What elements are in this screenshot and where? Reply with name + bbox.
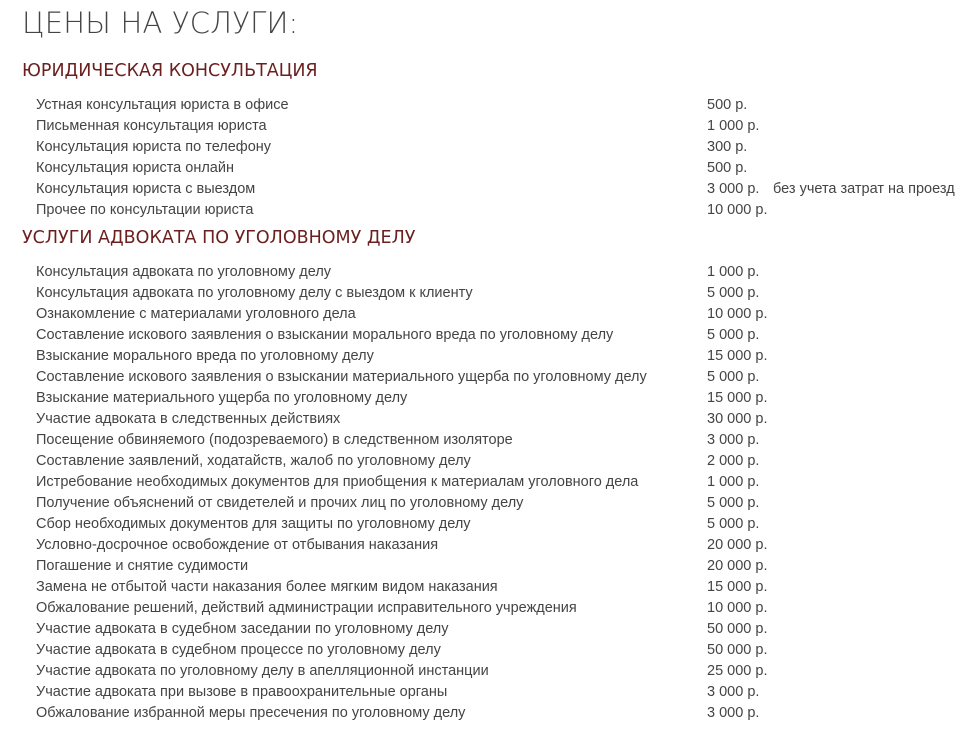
page-title: ЦЕНЫ НА УСЛУГИ: <box>22 6 299 40</box>
service-price: 20 000 р. <box>707 537 768 553</box>
service-note <box>773 116 955 137</box>
service-name: Прочее по консультации юриста <box>36 202 254 218</box>
table-row <box>36 262 773 283</box>
price-table-legal-consultation <box>36 95 955 221</box>
table-row <box>36 325 773 346</box>
service-price: 10 000 р. <box>707 306 768 322</box>
service-price: 5 000 р. <box>707 285 760 301</box>
service-name: Ознакомление с материалами уголовного дела <box>36 306 356 322</box>
service-name: Посещение обвиняемого (подозреваемого) в следственном изоляторе <box>36 432 513 448</box>
table-row <box>36 430 773 451</box>
service-name: Участие адвоката по уголовному делу в апелляционной инстанции <box>36 663 489 679</box>
service-name: Консультация юриста по телефону <box>36 139 272 155</box>
table-row <box>36 116 955 137</box>
service-name: Участие адвоката в следственных действиях <box>36 411 341 427</box>
service-price: 1 000 р. <box>707 118 760 134</box>
table-row <box>36 451 773 472</box>
service-note <box>773 158 955 179</box>
service-price: 3 000 р. <box>707 432 760 448</box>
service-name: Взыскание материального ущерба по уголовному делу <box>36 390 408 406</box>
service-price: 3 000 р. <box>707 684 760 700</box>
table-row <box>36 472 773 493</box>
service-name: Истребование необходимых документов для приобщения к материалам уголовного дела <box>36 474 639 490</box>
service-price: 1 000 р. <box>707 264 760 280</box>
service-name: Участие адвоката при вызове в правоохранительные органы <box>36 684 448 700</box>
service-name: Консультация адвоката по уголовному делу с выездом к клиенту <box>36 285 473 301</box>
service-price: 500 р. <box>707 97 748 113</box>
service-note <box>773 200 955 221</box>
service-name: Письменная консультация юриста <box>36 118 267 134</box>
table-row <box>36 304 773 325</box>
service-price: 15 000 р. <box>707 579 768 595</box>
service-name: Обжалование решений, действий администрации исправительного учреждения <box>36 600 577 616</box>
service-price: 25 000 р. <box>707 663 768 679</box>
table-row <box>36 661 773 682</box>
table-row <box>36 200 955 221</box>
table-row <box>36 577 773 598</box>
service-price: 50 000 р. <box>707 642 768 658</box>
table-row <box>36 179 955 200</box>
service-name: Консультация адвоката по уголовному делу <box>36 264 332 280</box>
price-table-criminal-defense <box>36 262 773 724</box>
service-price: 5 000 р. <box>707 369 760 385</box>
table-row <box>36 493 773 514</box>
service-name: Консультация юриста с выездом <box>36 181 256 197</box>
service-price: 500 р. <box>707 160 748 176</box>
table-row <box>36 535 773 556</box>
service-price: 20 000 р. <box>707 558 768 574</box>
table-row <box>36 95 955 116</box>
service-name: Обжалование избранной меры пресечения по уголовному делу <box>36 705 466 721</box>
table-row <box>36 682 773 703</box>
service-name: Получение объяснений от свидетелей и прочих лиц по уголовному делу <box>36 495 524 511</box>
service-price: 10 000 р. <box>707 202 768 218</box>
service-name: Погашение и снятие судимости <box>36 558 249 574</box>
service-name: Участие адвоката в судебном заседании по уголовному делу <box>36 621 449 637</box>
table-row <box>36 137 955 158</box>
service-price: 30 000 р. <box>707 411 768 427</box>
service-note <box>773 95 955 116</box>
section-title-criminal-defense: УСЛУГИ АДВОКАТА ПО УГОЛОВНОМУ ДЕЛУ <box>22 228 416 248</box>
service-price: 3 000 р. <box>707 181 760 197</box>
service-name: Условно-досрочное освобождение от отбывания наказания <box>36 537 439 553</box>
service-name: Замена не отбытой части наказания более мягким видом наказания <box>36 579 498 595</box>
service-price: 10 000 р. <box>707 600 768 616</box>
service-price: 15 000 р. <box>707 390 768 406</box>
service-price: 3 000 р. <box>707 705 760 721</box>
table-row <box>36 388 773 409</box>
service-name: Составление заявлений, ходатайств, жалоб по уголовному делу <box>36 453 471 469</box>
service-note: без учета затрат на проезд <box>773 181 955 197</box>
service-price: 5 000 р. <box>707 327 760 343</box>
table-row <box>36 158 955 179</box>
table-row <box>36 367 773 388</box>
table-row <box>36 283 773 304</box>
service-name: Участие адвоката в судебном процессе по уголовному делу <box>36 642 441 658</box>
table-row <box>36 619 773 640</box>
service-note <box>773 137 955 158</box>
table-row <box>36 409 773 430</box>
service-name: Сбор необходимых документов для защиты по уголовному делу <box>36 516 471 532</box>
service-price: 50 000 р. <box>707 621 768 637</box>
service-price: 5 000 р. <box>707 516 760 532</box>
service-price: 15 000 р. <box>707 348 768 364</box>
service-name: Консультация юриста онлайн <box>36 160 234 176</box>
service-name: Составление искового заявления о взыскании материального ущерба по уголовному делу <box>36 369 647 385</box>
service-name: Составление искового заявления о взыскании морального вреда по уголовному делу <box>36 327 614 343</box>
table-row <box>36 556 773 577</box>
service-name: Устная консультация юриста в офисе <box>36 97 289 113</box>
table-row <box>36 346 773 367</box>
service-price: 1 000 р. <box>707 474 760 490</box>
table-row <box>36 598 773 619</box>
service-price: 2 000 р. <box>707 453 760 469</box>
service-price: 5 000 р. <box>707 495 760 511</box>
section-title-legal-consultation: ЮРИДИЧЕСКАЯ КОНСУЛЬТАЦИЯ <box>22 61 318 81</box>
service-price: 300 р. <box>707 139 748 155</box>
table-row <box>36 703 773 724</box>
table-row <box>36 640 773 661</box>
service-name: Взыскание морального вреда по уголовному делу <box>36 348 374 364</box>
table-row <box>36 514 773 535</box>
